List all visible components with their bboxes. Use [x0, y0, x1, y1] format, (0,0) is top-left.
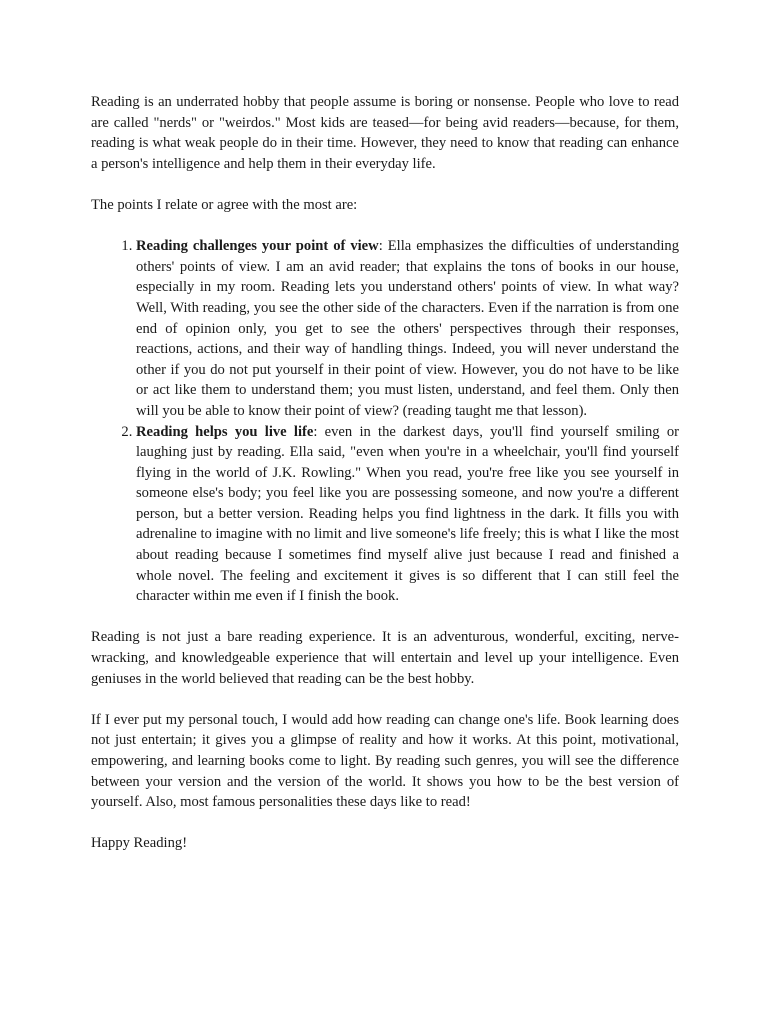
- paragraph-adventure: Reading is not just a bare reading experience. It is an adventurous, wonderful, exciting, nerve-wracking, and knowledgeable experience that will entertain and level up your intelligence. Even geniuses in the world believed that reading can be the best hobby.: [91, 629, 679, 687]
- points-list: [91, 236, 679, 607]
- document-page: [91, 92, 679, 875]
- list-item: [136, 422, 679, 607]
- point-body: : even in the darkest days, you'll find yourself smiling or laughing just by reading. Ella said, "even when you're in a wheelchair, you'll find yourself flying in the world of J.K. Rowling." When you read, you're free like you see yourself in someone else's body; you feel like you are possessing someone, and now you're a different person, but a better version. Reading helps you find lightness in the dark. It fills you with adrenaline to imagine with no limit and live someone's life freely; this is what I like the most about reading because I sometimes find myself alive just because I read and finished a whole novel. The feeling and excitement it gives is so different that I can still feel the character within me even if I finish the book.: [136, 423, 679, 605]
- point-title: Reading challenges your point of view: [136, 238, 379, 255]
- point-body: : Ella emphasizes the difficulties of understanding others' points of view. I am an avid reader; that explains the tons of books in our house, especially in my room. Reading lets you understand others' points of view. In what way? Well, With reading, you see the other side of the characters. Even if the narration is from one end of opinion only, you get to see the others' perspectives through their responses, reactions, actions, and their way of handling things. Indeed, you will never understand the other if you do not put yourself in their point of view. However, you do not have to be like or act like them to understand them; you must listen, understand, and feel them. Only then will you be able to know their point of view? (reading taught me that lesson).: [136, 238, 679, 419]
- list-item: [136, 236, 679, 421]
- intro-paragraph: Reading is an underrated hobby that people assume is boring or nonsense. People who love to read are called "nerds" or "weirdos." Most kids are teased—for being avid readers—because, for them, reading is what weak people do in their time. However, they need to know that reading can enhance a person's intelligence and help them in their everyday life.: [91, 94, 679, 172]
- points-lead: The points I relate or agree with the most are:: [91, 196, 358, 213]
- closing-line: Happy Reading!: [91, 835, 188, 852]
- point-title: Reading helps you live life: [136, 423, 314, 440]
- paragraph-personal-touch: If I ever put my personal touch, I would add how reading can change one's life. Book learning does not just entertain; it gives you a glimpse of reality and how it works. At this point, motivational, empowering, and learning books come to light. By reading such genres, you will see the difference between your version and the version of the world. It shows you how to be the best version of yourself. Also, most famous personalities these days like to read!: [91, 711, 679, 811]
